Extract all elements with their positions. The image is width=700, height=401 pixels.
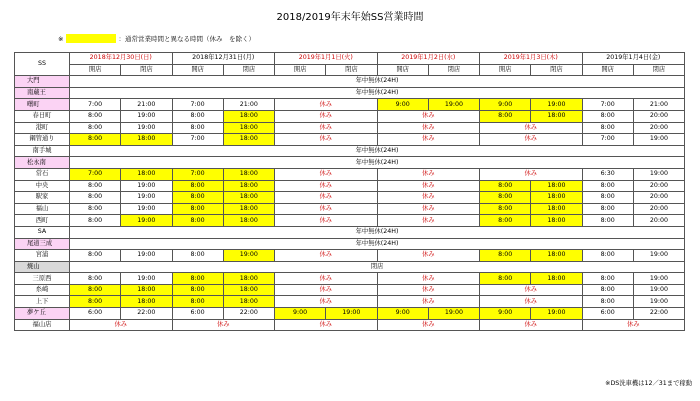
date-header: 2019年1月1日(火) (275, 53, 378, 65)
time-cell: 8:00 (480, 180, 531, 192)
time-cell: 18:00 (223, 192, 274, 204)
table-row (15, 215, 685, 227)
time-cell: 21:00 (121, 99, 172, 111)
table-row (15, 134, 685, 146)
time-cell: 20:00 (633, 180, 684, 192)
holiday-cell: 休み (582, 319, 685, 331)
table-row (15, 296, 685, 308)
time-cell: 19:00 (531, 308, 582, 320)
date-header: 2019年1月2日(水) (377, 53, 480, 65)
full-row-status: 年中無休(24H) (70, 76, 685, 88)
close-header: 閉店 (326, 64, 377, 76)
time-cell: 18:00 (223, 134, 274, 146)
holiday-cell: 休み (70, 319, 173, 331)
time-cell: 8:00 (172, 180, 223, 192)
holiday-cell: 休み (377, 284, 480, 296)
time-cell: 19:00 (121, 273, 172, 285)
station-name: 西町 (15, 215, 70, 227)
time-cell: 9:00 (275, 308, 326, 320)
time-cell: 8:00 (70, 296, 121, 308)
time-cell: 8:00 (70, 215, 121, 227)
time-cell: 8:00 (582, 192, 633, 204)
page-title: 2018/2019年末年始SS営業時間 (276, 12, 424, 23)
table-row (15, 203, 685, 215)
time-cell: 8:00 (172, 250, 223, 262)
holiday-cell: 休み (480, 122, 583, 134)
note-mark: ※ (58, 34, 64, 43)
time-cell: 9:00 (480, 99, 531, 111)
table-row (15, 238, 685, 250)
time-cell: 8:00 (582, 203, 633, 215)
holiday-cell: 休み (275, 180, 378, 192)
time-cell: 19:00 (223, 250, 274, 262)
time-cell: 8:00 (70, 192, 121, 204)
full-row-status: 年中無休(24H) (70, 145, 685, 157)
header-open-close-row (15, 64, 685, 76)
full-row-status: 年中無休(24H) (70, 87, 685, 99)
open-header: 開店 (377, 64, 428, 76)
holiday-cell: 休み (377, 134, 480, 146)
station-name: 三原西 (15, 273, 70, 285)
open-header: 開店 (275, 64, 326, 76)
time-cell: 8:00 (582, 110, 633, 122)
holiday-cell: 休み (377, 250, 480, 262)
table-row (15, 168, 685, 180)
station-name: 夢ケ丘 (15, 308, 70, 320)
full-row-status: 年中無休(24H) (70, 157, 685, 169)
time-cell: 20:00 (633, 203, 684, 215)
time-cell: 8:00 (172, 110, 223, 122)
time-cell: 8:00 (70, 273, 121, 285)
time-cell: 8:00 (582, 215, 633, 227)
time-cell: 8:00 (172, 122, 223, 134)
date-header: 2018年12月31日(月) (172, 53, 275, 65)
time-cell: 8:00 (480, 215, 531, 227)
time-cell: 18:00 (531, 273, 582, 285)
date-header: 2019年1月3日(木) (480, 53, 583, 65)
close-header: 閉店 (633, 64, 684, 76)
time-cell: 18:00 (223, 203, 274, 215)
holiday-cell: 休み (377, 319, 480, 331)
time-cell: 18:00 (121, 134, 172, 146)
legend-swatch-yellow (66, 34, 116, 43)
station-name: 福山 (15, 203, 70, 215)
time-cell: 6:00 (172, 308, 223, 320)
station-name: SA (15, 226, 70, 238)
table-row (15, 226, 685, 238)
time-cell: 9:00 (377, 308, 428, 320)
time-cell: 8:00 (70, 284, 121, 296)
full-row-status: 年中無休(24H) (70, 238, 685, 250)
ss-header: SS (15, 53, 70, 76)
full-row-status: 閉店 (70, 261, 685, 273)
holiday-cell: 休み (480, 284, 583, 296)
time-cell: 9:00 (377, 99, 428, 111)
close-header: 閉店 (531, 64, 582, 76)
holiday-cell: 休み (275, 296, 378, 308)
header-date-row (15, 53, 685, 65)
full-row-status: 年中無休(24H) (70, 226, 685, 238)
holiday-cell: 休み (377, 215, 480, 227)
table-row (15, 261, 685, 273)
holiday-cell: 休み (377, 296, 480, 308)
time-cell: 20:00 (633, 192, 684, 204)
time-cell: 21:00 (223, 99, 274, 111)
holiday-cell: 休み (275, 110, 378, 122)
time-cell: 19:00 (326, 308, 377, 320)
time-cell: 8:00 (480, 203, 531, 215)
time-cell: 18:00 (531, 203, 582, 215)
time-cell: 19:00 (121, 110, 172, 122)
holiday-cell: 休み (275, 122, 378, 134)
time-cell: 20:00 (633, 215, 684, 227)
time-cell: 18:00 (223, 110, 274, 122)
time-cell: 18:00 (531, 192, 582, 204)
holiday-cell: 休み (377, 192, 480, 204)
station-name: 糸崎 (15, 284, 70, 296)
time-cell: 18:00 (223, 284, 274, 296)
station-name: 駅家 (15, 192, 70, 204)
time-cell: 19:00 (121, 180, 172, 192)
table-row (15, 87, 685, 99)
time-cell: 18:00 (531, 180, 582, 192)
time-cell: 19:00 (633, 296, 684, 308)
time-cell: 7:00 (70, 99, 121, 111)
time-cell: 6:00 (582, 308, 633, 320)
time-cell: 8:00 (480, 192, 531, 204)
table-row (15, 76, 685, 88)
time-cell: 8:00 (480, 110, 531, 122)
time-cell: 19:00 (121, 215, 172, 227)
time-cell: 8:00 (172, 215, 223, 227)
time-cell: 19:00 (633, 250, 684, 262)
time-cell: 6:00 (70, 308, 121, 320)
table-row (15, 273, 685, 285)
time-cell: 18:00 (223, 122, 274, 134)
station-name: 焼山 (15, 261, 70, 273)
time-cell: 7:00 (172, 134, 223, 146)
close-header: 閉店 (223, 64, 274, 76)
time-cell: 7:00 (172, 99, 223, 111)
station-name: 中央 (15, 180, 70, 192)
table-row (15, 284, 685, 296)
holiday-cell: 休み (275, 319, 378, 331)
time-cell: 8:00 (172, 192, 223, 204)
time-cell: 19:00 (428, 99, 479, 111)
time-cell: 18:00 (121, 296, 172, 308)
table-row (15, 145, 685, 157)
station-name: 南手城 (15, 145, 70, 157)
time-cell: 18:00 (121, 284, 172, 296)
holiday-cell: 休み (480, 296, 583, 308)
time-cell: 8:00 (480, 250, 531, 262)
time-cell: 8:00 (582, 296, 633, 308)
time-cell: 7:00 (172, 168, 223, 180)
time-cell: 19:00 (633, 168, 684, 180)
table-row (15, 157, 685, 169)
time-cell: 8:00 (70, 122, 121, 134)
table-row (15, 110, 685, 122)
time-cell: 6:30 (582, 168, 633, 180)
time-cell: 18:00 (531, 250, 582, 262)
holiday-cell: 休み (377, 122, 480, 134)
open-header: 開店 (480, 64, 531, 76)
open-header: 開店 (582, 64, 633, 76)
time-cell: 22:00 (223, 308, 274, 320)
time-cell: 20:00 (633, 122, 684, 134)
holiday-cell: 休み (377, 168, 480, 180)
table-row (15, 122, 685, 134)
holiday-cell: 休み (275, 203, 378, 215)
holiday-cell: 休み (480, 134, 583, 146)
time-cell: 7:00 (582, 99, 633, 111)
holiday-cell: 休み (377, 110, 480, 122)
holiday-cell: 休み (377, 203, 480, 215)
time-cell: 8:00 (582, 122, 633, 134)
time-cell: 8:00 (172, 273, 223, 285)
station-name: 春日町 (15, 110, 70, 122)
time-cell: 19:00 (531, 99, 582, 111)
holiday-cell: 休み (480, 168, 583, 180)
holiday-cell: 休み (275, 192, 378, 204)
time-cell: 18:00 (223, 180, 274, 192)
holiday-cell: 休み (275, 284, 378, 296)
table-row (15, 250, 685, 262)
station-name: 福山店 (15, 319, 70, 331)
time-cell: 8:00 (480, 273, 531, 285)
time-cell: 8:00 (582, 284, 633, 296)
time-cell: 8:00 (70, 180, 121, 192)
table-row (15, 308, 685, 320)
holiday-cell: 休み (377, 180, 480, 192)
time-cell: 19:00 (428, 308, 479, 320)
time-cell: 19:00 (121, 192, 172, 204)
time-cell: 8:00 (172, 296, 223, 308)
time-cell: 8:00 (70, 134, 121, 146)
holiday-cell: 休み (275, 168, 378, 180)
station-name: 曙町 (15, 99, 70, 111)
time-cell: 8:00 (582, 250, 633, 262)
station-name: 南蔵王 (15, 87, 70, 99)
time-cell: 19:00 (121, 203, 172, 215)
time-cell: 8:00 (582, 180, 633, 192)
schedule-table (14, 52, 685, 331)
holiday-cell: 休み (275, 99, 378, 111)
station-name: 鋼管通り (15, 134, 70, 146)
time-cell: 8:00 (172, 203, 223, 215)
close-header: 閉店 (121, 64, 172, 76)
time-cell: 19:00 (633, 284, 684, 296)
holiday-cell: 休み (480, 319, 583, 331)
time-cell: 19:00 (633, 273, 684, 285)
close-header: 閉店 (428, 64, 479, 76)
holiday-cell: 休み (275, 215, 378, 227)
time-cell: 22:00 (633, 308, 684, 320)
footer-note: ※DS洗車機は12／31まで稼動 (605, 380, 692, 387)
time-cell: 19:00 (121, 250, 172, 262)
time-cell: 9:00 (480, 308, 531, 320)
station-name: 松永南 (15, 157, 70, 169)
date-header: 2019年1月4日(金) (582, 53, 685, 65)
legend-note (58, 34, 255, 43)
date-header: 2018年12月30日(日) (70, 53, 173, 65)
holiday-cell: 休み (172, 319, 275, 331)
time-cell: 7:00 (70, 168, 121, 180)
time-cell: 20:00 (633, 110, 684, 122)
time-cell: 18:00 (531, 110, 582, 122)
station-name: 上下 (15, 296, 70, 308)
time-cell: 8:00 (582, 273, 633, 285)
time-cell: 22:00 (121, 308, 172, 320)
time-cell: 18:00 (223, 273, 274, 285)
station-name: 港町 (15, 122, 70, 134)
note-text: ：通常営業時間と異なる時間（休み を除く） (118, 35, 255, 43)
table-row (15, 319, 685, 331)
time-cell: 18:00 (223, 215, 274, 227)
holiday-cell: 休み (275, 134, 378, 146)
open-header: 開店 (172, 64, 223, 76)
station-name: 大門 (15, 76, 70, 88)
time-cell: 8:00 (172, 284, 223, 296)
station-name: 宮浦 (15, 250, 70, 262)
station-name: 常石 (15, 168, 70, 180)
holiday-cell: 休み (275, 273, 378, 285)
time-cell: 18:00 (121, 168, 172, 180)
schedule-body (15, 53, 685, 331)
time-cell: 8:00 (70, 110, 121, 122)
time-cell: 18:00 (223, 296, 274, 308)
station-name: 尾道三成 (15, 238, 70, 250)
time-cell: 18:00 (223, 168, 274, 180)
holiday-cell: 休み (275, 250, 378, 262)
time-cell: 21:00 (633, 99, 684, 111)
open-header: 開店 (70, 64, 121, 76)
table-row (15, 99, 685, 111)
holiday-cell: 休み (377, 273, 480, 285)
time-cell: 8:00 (70, 203, 121, 215)
table-row (15, 192, 685, 204)
time-cell: 7:00 (582, 134, 633, 146)
table-row (15, 180, 685, 192)
time-cell: 19:00 (633, 134, 684, 146)
time-cell: 18:00 (531, 215, 582, 227)
time-cell: 8:00 (70, 250, 121, 262)
time-cell: 19:00 (121, 122, 172, 134)
